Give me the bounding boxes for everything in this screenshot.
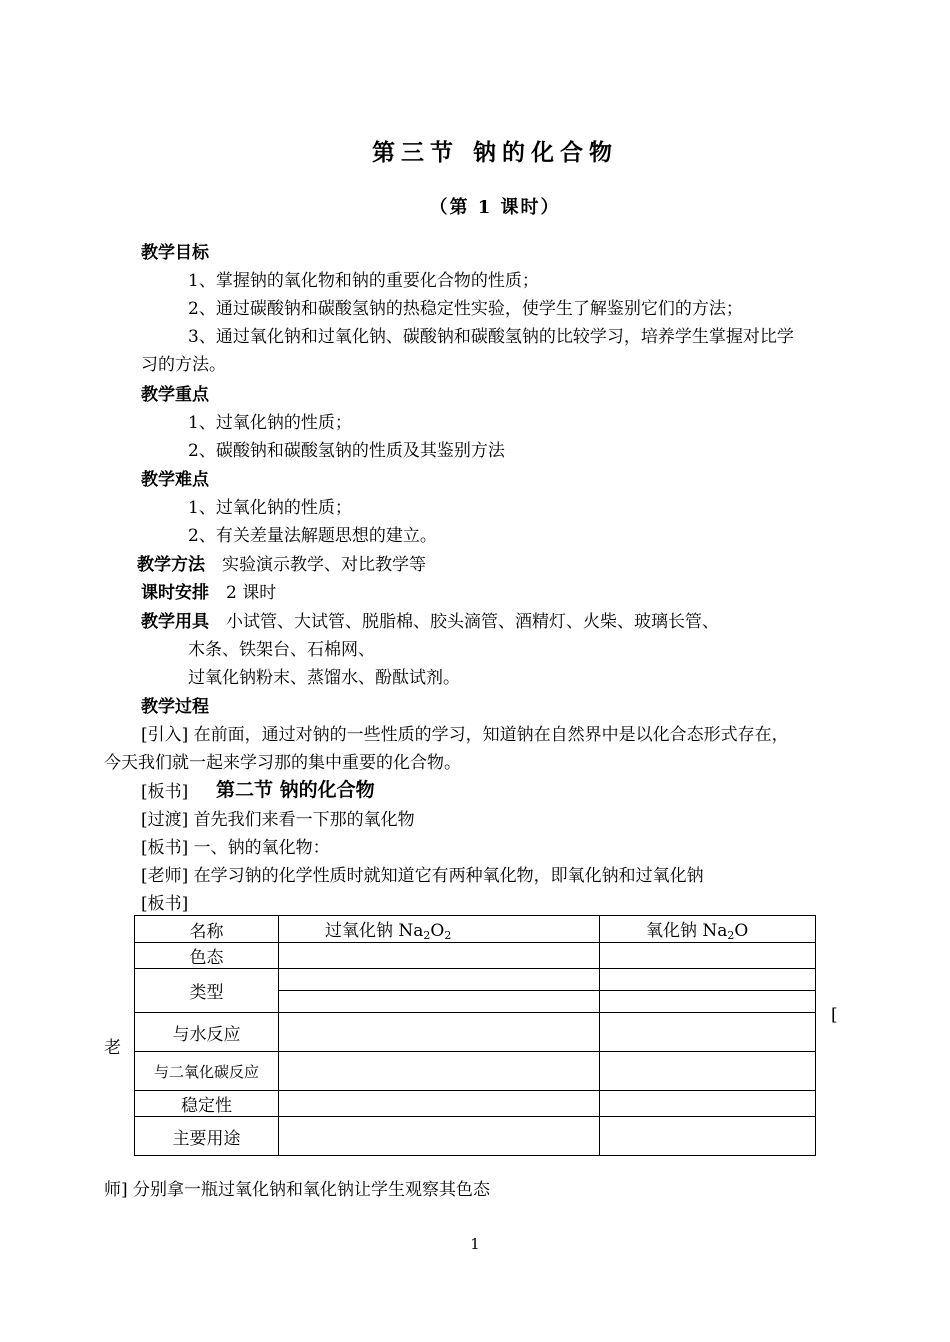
objectives-heading: 教学目标 (141, 243, 209, 263)
objective-1: 1、掌握钠的氧化物和钠的重要化合物的性质； (188, 271, 539, 291)
table-header-row (135, 916, 816, 943)
difficulty-1: 1、过氧化钠的性质； (188, 498, 352, 518)
header-peroxide-cell: 过氧化钠 $Na_2O_2$ (279, 916, 600, 943)
objective-3: 3、通过氧化钠和过氧化钠、碳酸钠和碳酸氢钠的比较学习，培养学生掌握对比学 (188, 327, 794, 347)
board-line-2: [板书] 一、钠的氧化物： (141, 838, 330, 858)
board-line-3: [板书] (141, 894, 189, 914)
table-cell (600, 1052, 816, 1091)
after-table-line: 师] 分别拿一瓶过氧化钠和氧化钠让学生观察其色态 (104, 1180, 491, 1200)
process-heading: 教学过程 (141, 697, 209, 717)
table-cell (279, 969, 600, 991)
table-cell (279, 1013, 600, 1052)
objective-2: 2、通过碳酸钠和碳酸氢钠的热稳定性实验，使学生了解鉴别它们的方法； (188, 299, 743, 319)
method-text: 实验演示教学、对比教学等 (222, 555, 426, 575)
board-tag: [板书] (141, 782, 189, 802)
table-cell (600, 1013, 816, 1052)
table-cell (600, 991, 816, 1013)
table-row (135, 1013, 816, 1052)
table-row (135, 1052, 816, 1091)
tools-line-1: 小试管、大试管、脱脂棉、胶头滴管、酒精灯、火柴、玻璃长管、 (226, 612, 719, 632)
oxide-comparison-table (134, 915, 816, 1156)
tools-line-2: 木条、铁架台、石棉网、 (188, 640, 375, 660)
intro-line-2: 今天我们就一起来学习那的集中重要的化合物。 (104, 753, 461, 773)
header-name-cell: 名称 (135, 916, 279, 943)
key-point-1: 1、过氧化钠的性质； (188, 413, 352, 433)
table-cell (600, 969, 816, 991)
side-text-left: 老 (104, 1038, 121, 1058)
table-cell (279, 943, 600, 969)
objective-3-cont: 习的方法。 (141, 355, 226, 375)
schedule-text: 2 课时 (226, 583, 277, 603)
table-cell (279, 1052, 600, 1091)
row-label-stability: 稳定性 (135, 1091, 279, 1117)
row-label-type: 类型 (135, 969, 279, 1013)
teacher-line: [老师] 在学习钠的化学性质时就知道它有两种氧化物，即氧化钠和过氧化钠 (141, 866, 704, 886)
row-label-water-reaction: 与水反应 (135, 1013, 279, 1052)
table-row (135, 969, 816, 991)
page-title: 第三节 钠的化合物 (371, 139, 618, 166)
lesson-subtitle: （第 1 课时） (429, 197, 561, 218)
table-cell (600, 943, 816, 969)
schedule-heading: 课时安排 (141, 583, 209, 603)
transition-line: [过渡] 首先我们来看一下那的氧化物 (141, 810, 415, 830)
row-label-co2-reaction: 与二氧化碳反应 (135, 1052, 279, 1091)
intro-line-1: [引入] 在前面，通过对钠的一些性质的学习，知道钠在自然界中是以化合态形式存在， (141, 725, 789, 745)
board-title: 第二节 钠的化合物 (216, 779, 375, 801)
table-cell (279, 1091, 600, 1117)
table-cell (279, 1117, 600, 1156)
table-cell (600, 1117, 816, 1156)
key-point-2: 2、碳酸钠和碳酸氢钠的性质及其鉴别方法 (188, 441, 505, 461)
method-heading: 教学方法 (137, 555, 205, 575)
page-number: 1 (470, 1235, 480, 1253)
side-text-right: [ (831, 1005, 838, 1025)
difficulties-heading: 教学难点 (141, 470, 209, 490)
header-oxide-cell: 氧化钠 $Na_2O$ (600, 916, 816, 943)
key-points-heading: 教学重点 (141, 385, 209, 405)
difficulty-2: 2、有关差量法解题思想的建立。 (188, 526, 437, 546)
table-row (135, 1091, 816, 1117)
row-label-color-state: 色态 (135, 943, 279, 969)
table-cell (279, 991, 600, 1013)
row-label-uses: 主要用途 (135, 1117, 279, 1156)
table-row (135, 943, 816, 969)
tools-line-3: 过氧化钠粉末、蒸馏水、酚酞试剂。 (188, 668, 460, 688)
tools-heading: 教学用具 (141, 612, 209, 632)
table-cell (600, 1091, 816, 1117)
table-row (135, 1117, 816, 1156)
